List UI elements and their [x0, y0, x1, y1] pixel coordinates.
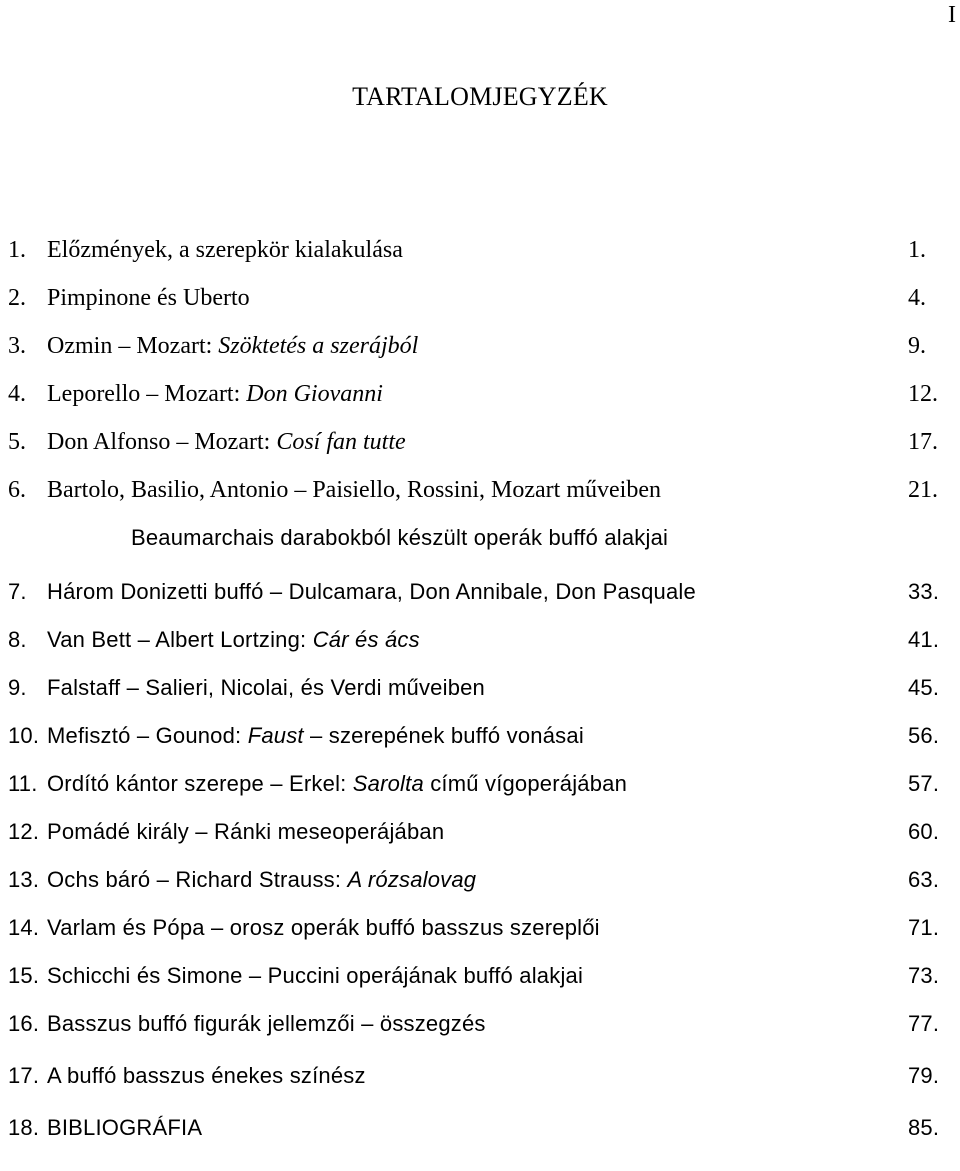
- toc-entry-number: 4.: [8, 381, 26, 407]
- toc-entry-number: 6.: [8, 477, 26, 503]
- toc-entry-title: [47, 375, 383, 413]
- toc-entry: [0, 861, 960, 909]
- toc-entry-number: 17.: [8, 1063, 40, 1088]
- toc-entry-page: 57.: [908, 771, 940, 796]
- work-title: Don Giovanni: [246, 381, 383, 407]
- toc-entry-title: [47, 861, 476, 899]
- toc-entry: [0, 957, 960, 1005]
- toc-entry-page: 79.: [908, 1063, 940, 1088]
- toc-entry-text: Leporello – Mozart:: [47, 381, 247, 407]
- page-title: TARTALOMJEGYZÉK: [352, 82, 608, 111]
- toc-entry-text: Schicchi és Simone – Puccini operájának buffó alakjai: [47, 963, 584, 988]
- toc-entry-text: Basszus buffó figurák jellemzői – összegzés: [47, 1011, 486, 1036]
- toc-entry-title: [47, 717, 584, 755]
- toc-entry-number: 15.: [8, 963, 40, 988]
- toc-entry-title: [47, 957, 583, 995]
- toc-entry-number: 14.: [8, 915, 40, 940]
- toc-entry-page: 85.: [908, 1115, 940, 1140]
- toc-entry-text: Beaumarchais darabokból készült operák buffó alakjai: [131, 525, 669, 550]
- toc-entry-text: című vígoperájában: [423, 771, 628, 796]
- toc-entry: [0, 1005, 960, 1057]
- toc-entry-title: [47, 573, 696, 611]
- work-title: Sarolta: [352, 771, 424, 796]
- toc-entry-text: – szerepének buffó vonásai: [303, 723, 584, 748]
- toc-entry-title: [47, 669, 485, 707]
- toc-entry-number: 5.: [8, 429, 26, 455]
- toc-entry: [0, 1109, 960, 1161]
- toc-entry-page: 77.: [908, 1011, 940, 1036]
- work-title: Cár és ács: [312, 627, 420, 652]
- toc-entry: [0, 765, 960, 813]
- toc-entry-title: [47, 765, 627, 803]
- toc-entry-page: 33.: [908, 579, 940, 604]
- toc-entry-page: 21.: [908, 477, 938, 503]
- toc-entry: [0, 375, 960, 423]
- toc-entry-text: Falstaff – Salieri, Nicolai, és Verdi műveiben: [47, 675, 485, 700]
- toc-entry-number: 10.: [8, 723, 40, 748]
- toc-entry-title: [47, 231, 403, 269]
- toc-entry-text: Varlam és Pópa – orosz operák buffó basszus szereplői: [47, 915, 600, 940]
- toc-entry-text: Bartolo, Basilio, Antonio – Paisiello, Rossini, Mozart műveiben: [47, 477, 661, 503]
- toc-entry-title: [47, 621, 420, 659]
- toc-entry-title: [47, 909, 600, 947]
- toc-entry-page: 56.: [908, 723, 940, 748]
- toc-entry-page: 17.: [908, 429, 938, 455]
- toc-entry-page: 71.: [908, 915, 940, 940]
- toc-entry-text: Mefisztó – Gounod:: [47, 723, 248, 748]
- toc-entry-page: 63.: [908, 867, 940, 892]
- work-title: Szöktetés a szerájból: [218, 333, 419, 359]
- toc-entry-number: 12.: [8, 819, 40, 844]
- toc-entry: [0, 423, 960, 471]
- toc-entry: [0, 669, 960, 717]
- toc-entry: [0, 231, 960, 279]
- toc-entry-title: [47, 423, 406, 461]
- page-number-marker: I: [948, 2, 956, 28]
- toc-entry-text: Előzmények, a szerepkör kialakulása: [47, 237, 403, 263]
- toc-entry-page: 9.: [908, 333, 926, 359]
- toc-entry-page: 45.: [908, 675, 940, 700]
- toc-entry-text: Ordító kántor szerepe – Erkel:: [47, 771, 353, 796]
- toc-entry-title: [47, 471, 661, 509]
- toc-entry-text: Pomádé király – Ránki meseoperájában: [47, 819, 445, 844]
- toc-entry-number: 11.: [8, 771, 38, 796]
- toc-entry: [0, 279, 960, 327]
- toc-entry-number: 2.: [8, 285, 26, 311]
- work-title: A rózsalovag: [347, 867, 477, 892]
- toc-entry: [0, 909, 960, 957]
- toc-entry-title: [47, 1057, 366, 1095]
- toc-entry: [0, 1057, 960, 1109]
- toc-entry-text: Ochs báró – Richard Strauss:: [47, 867, 348, 892]
- toc-entry-number: 13.: [8, 867, 40, 892]
- toc-entry: [0, 327, 960, 375]
- toc-entry-page: 60.: [908, 819, 940, 844]
- toc-entry-text: A buffó basszus énekes színész: [47, 1063, 366, 1088]
- toc-entry-text: Van Bett – Albert Lortzing:: [47, 627, 313, 652]
- toc-entry-number: 18.: [8, 1115, 40, 1140]
- toc-entry-title: [47, 279, 250, 317]
- toc-entry-number: 1.: [8, 237, 26, 263]
- toc-entry-page: 1.: [908, 237, 926, 263]
- toc-entry-text: BIBLIOGRÁFIA: [47, 1115, 203, 1140]
- toc-entry-page: 12.: [908, 381, 938, 407]
- toc-entry: [0, 519, 960, 573]
- toc-entry-title: [131, 519, 668, 557]
- toc-entry-page: 73.: [908, 963, 940, 988]
- toc-entry: [0, 621, 960, 669]
- toc-entry-number: 9.: [8, 675, 27, 700]
- toc-entry: [0, 717, 960, 765]
- toc-entry: [0, 813, 960, 861]
- toc-entry-page: 41.: [908, 627, 940, 652]
- toc-entry-text: Ozmin – Mozart:: [47, 333, 219, 359]
- work-title: Faust: [247, 723, 304, 748]
- toc-entry-page: 4.: [908, 285, 926, 311]
- toc-entry-number: 3.: [8, 333, 26, 359]
- toc-entry-text: Don Alfonso – Mozart:: [47, 429, 277, 455]
- toc-entry: [0, 471, 960, 519]
- toc-entry-number: 7.: [8, 579, 27, 604]
- work-title: Cosí fan tutte: [276, 429, 406, 455]
- table-of-contents: [0, 231, 960, 1161]
- toc-entry-number: 16.: [8, 1011, 40, 1036]
- toc-entry-text: Három Donizetti buffó – Dulcamara, Don Annibale, Don Pasquale: [47, 579, 696, 604]
- toc-entry-text: Pimpinone és Uberto: [47, 285, 250, 311]
- toc-entry-title: [47, 1005, 486, 1043]
- toc-entry-title: [47, 1109, 202, 1147]
- toc-entry-title: [47, 327, 418, 365]
- toc-entry-number: 8.: [8, 627, 27, 652]
- toc-entry: [0, 573, 960, 621]
- toc-entry-title: [47, 813, 444, 851]
